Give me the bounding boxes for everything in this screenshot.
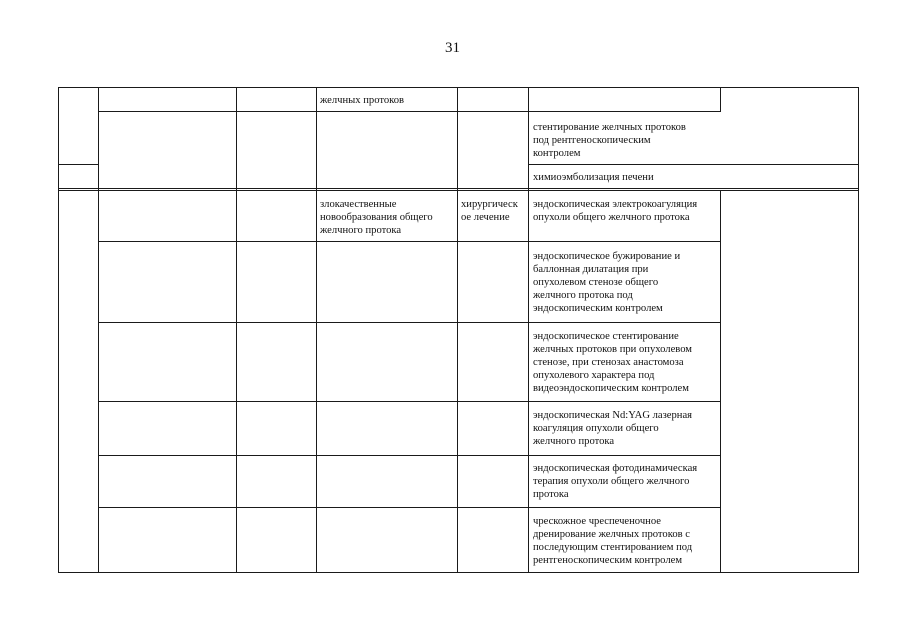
method-cell: эндоскопическое бужирование и баллонная дилатация при опухолевом стенозе общего желчного протока под эндоскопическим контролем [533,251,681,314]
column-divider [720,190,721,573]
row-divider [98,401,721,402]
row-divider [58,190,859,191]
row-divider [98,111,721,112]
table-border-right [858,87,859,573]
disease-cell: злокачественные новообразования общего желчного протока [320,199,433,236]
column-divider [316,87,317,573]
row-divider [98,507,721,508]
column-divider [98,87,99,573]
row-divider [528,164,859,165]
column-divider [457,87,458,573]
column-divider [720,87,721,111]
row-divider [98,322,721,323]
method-cell: эндоскопическое стентирование желчных протоков при опухолевом стенозе, при стенозах анастомоза опухолевого характера под видеоэндоскопическим контролем [533,331,693,394]
page-number: 31 [445,40,460,56]
table-border-bottom [58,572,859,573]
column-divider [236,87,237,573]
method-cell: чрескожное чреспеченочное дренирование желчных протоков с последующим стентированием под рентгеноскопическим контролем [533,516,693,566]
column-divider [528,87,529,573]
row-divider [58,164,98,165]
row-divider [58,188,859,189]
row-divider [98,241,721,242]
method-cell: желчных протоков [320,95,405,106]
table-border-left [58,87,59,573]
method-cell: эндоскопическая Nd:YAG лазерная коагуляция опухоли общего желчного протока [533,410,693,447]
method-cell: эндоскопическая электрокоагуляция опухоли общего желчного протока [533,199,698,223]
table-border-top [58,87,859,88]
method-cell: стентирование желчных протоков под рентгеноскопическим контролем [533,122,686,159]
method-cell: химиоэмболизация печени [533,172,654,183]
row-divider [98,455,721,456]
treatment-cell: хирургическ ое лечение [461,199,518,223]
method-cell: эндоскопическая фотодинамическая терапия опухоли общего желчного протока [533,463,698,500]
